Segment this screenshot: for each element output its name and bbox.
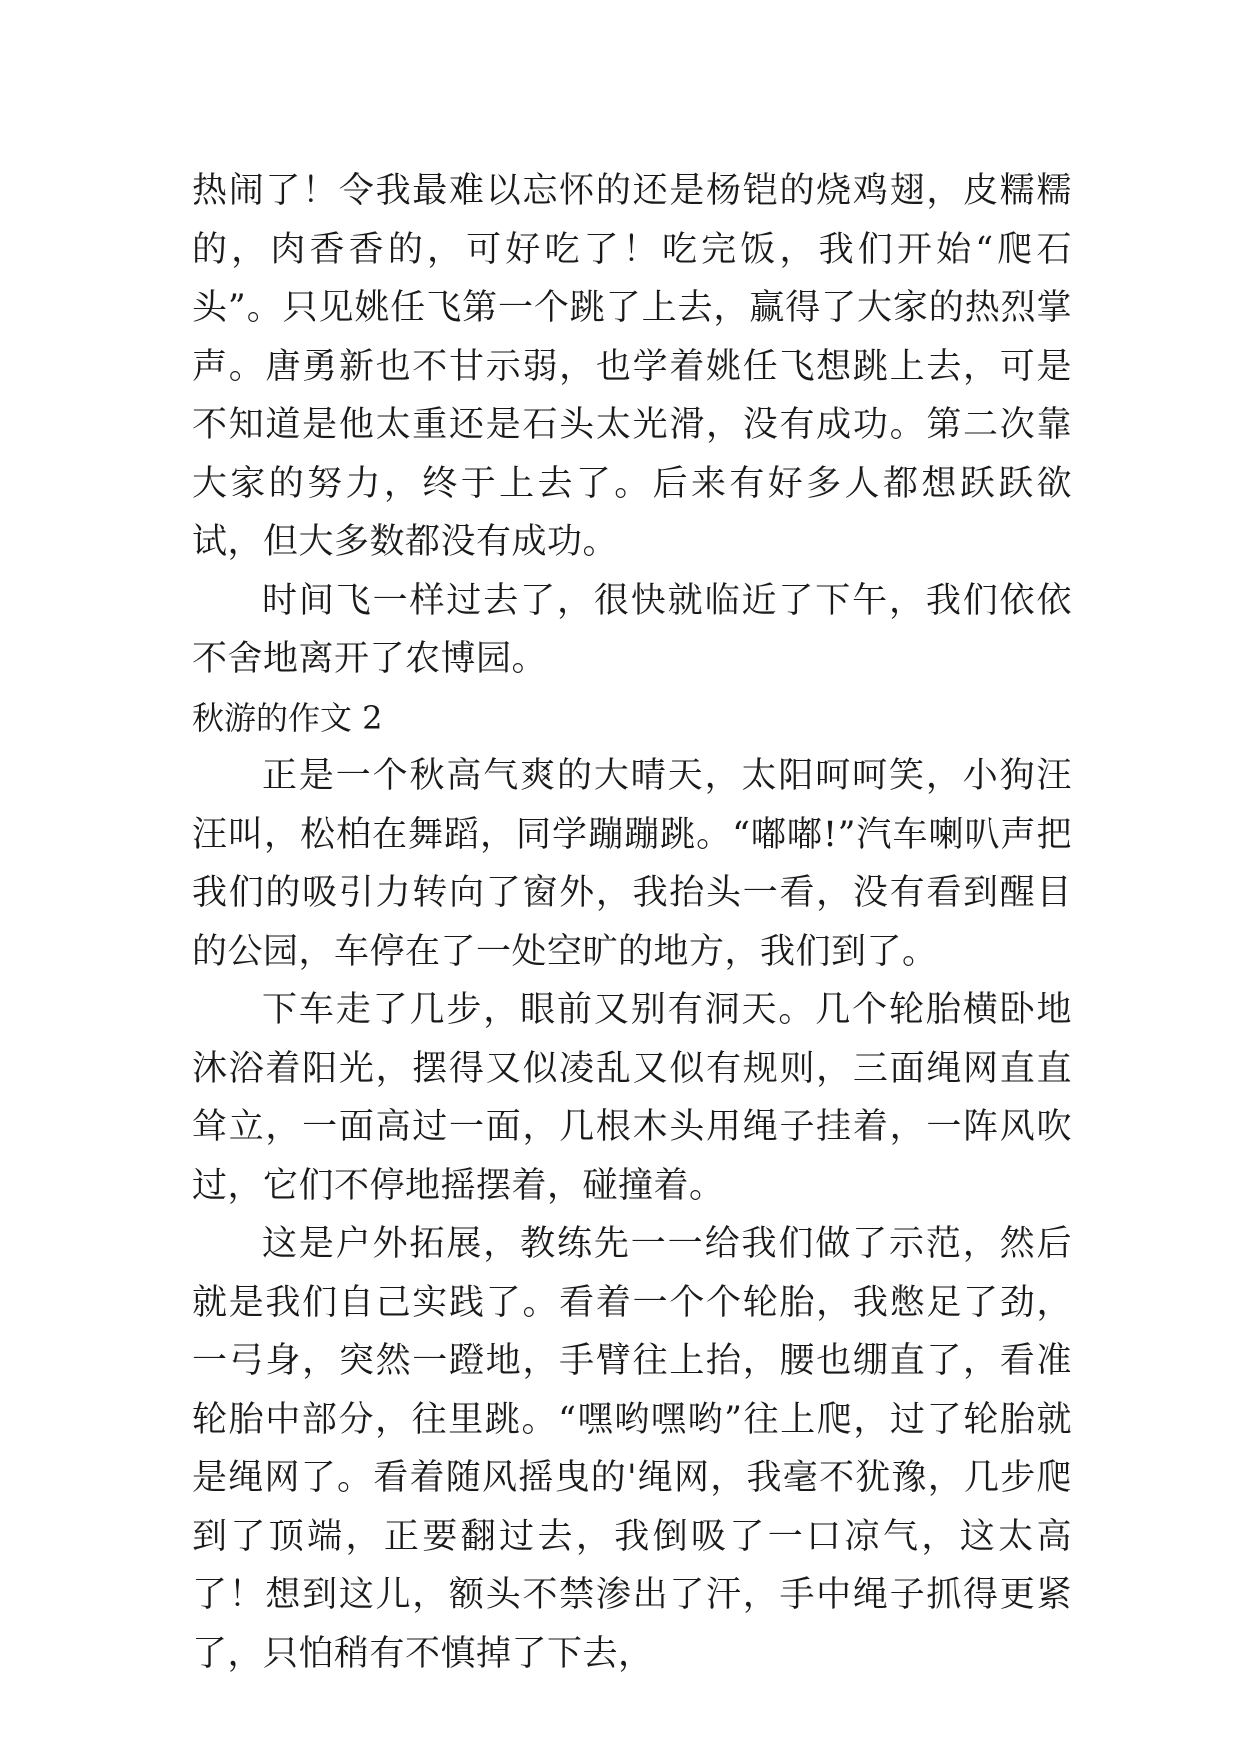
paragraph-leaving: 时间飞一样过去了，很快就临近了下午，我们依依不舍地离开了农博园。 <box>192 580 1072 679</box>
paragraph-arrival: 正是一个秋高气爽的大晴天，太阳呵呵笑，小狗汪汪叫，松柏在舞蹈，同学蹦蹦跳。“嘟嘟!”汽车喇叭声把我们的吸引力转向了窗外，我抬头一看，没有看到醒目的公园，车停在了一处空旷的地方，我们到了。 <box>192 756 1072 972</box>
paragraph-outdoor-training: 这是户外拓展，教练先一一给我们做了示范，然后就是我们自己实践了。看着一个个轮胎，我憋足了劲，一弓身，突然一蹬地，手臂往上抬，腰也绷直了，看准轮胎中部分，往里跳。“嘿哟嘿哟”往上爬，过了轮胎就是绳网了。看着随风摇曳的'绳网，我毫不犹豫，几步爬到了顶端，正要翻过去，我倒吸了一口凉气，这太高了！想到这儿，额头不禁渗出了汗，手中绳子抓得更紧了，只怕稍有不慎掉了下去， <box>192 1224 1072 1674</box>
essay-heading: 秋游的作文 2 <box>192 698 383 737</box>
document-body <box>192 162 1072 1683</box>
paragraph-feast: 热闹了！令我最难以忘怀的还是杨铠的烧鸡翅，皮糯糯的，肉香香的，可好吃了！吃完饭，我们开始“爬石头”。只见姚任飞第一个跳了上去，赢得了大家的热烈掌声。唐勇新也不甘示弱，也学着姚任飞想跳上去，可是不知道是他太重还是石头太光滑，没有成功。第二次靠大家的努力，终于上去了。后来有好多人都想跃跃欲试，但大多数都没有成功。 <box>192 171 1072 562</box>
paragraph-scenery: 下车走了几步，眼前又别有洞天。几个轮胎横卧地沐浴着阳光，摆得又似凌乱又似有规则，三面绳网直直耸立，一面高过一面，几根木头用绳子挂着，一阵风吹过，它们不停地摇摆着，碰撞着。 <box>192 990 1072 1206</box>
